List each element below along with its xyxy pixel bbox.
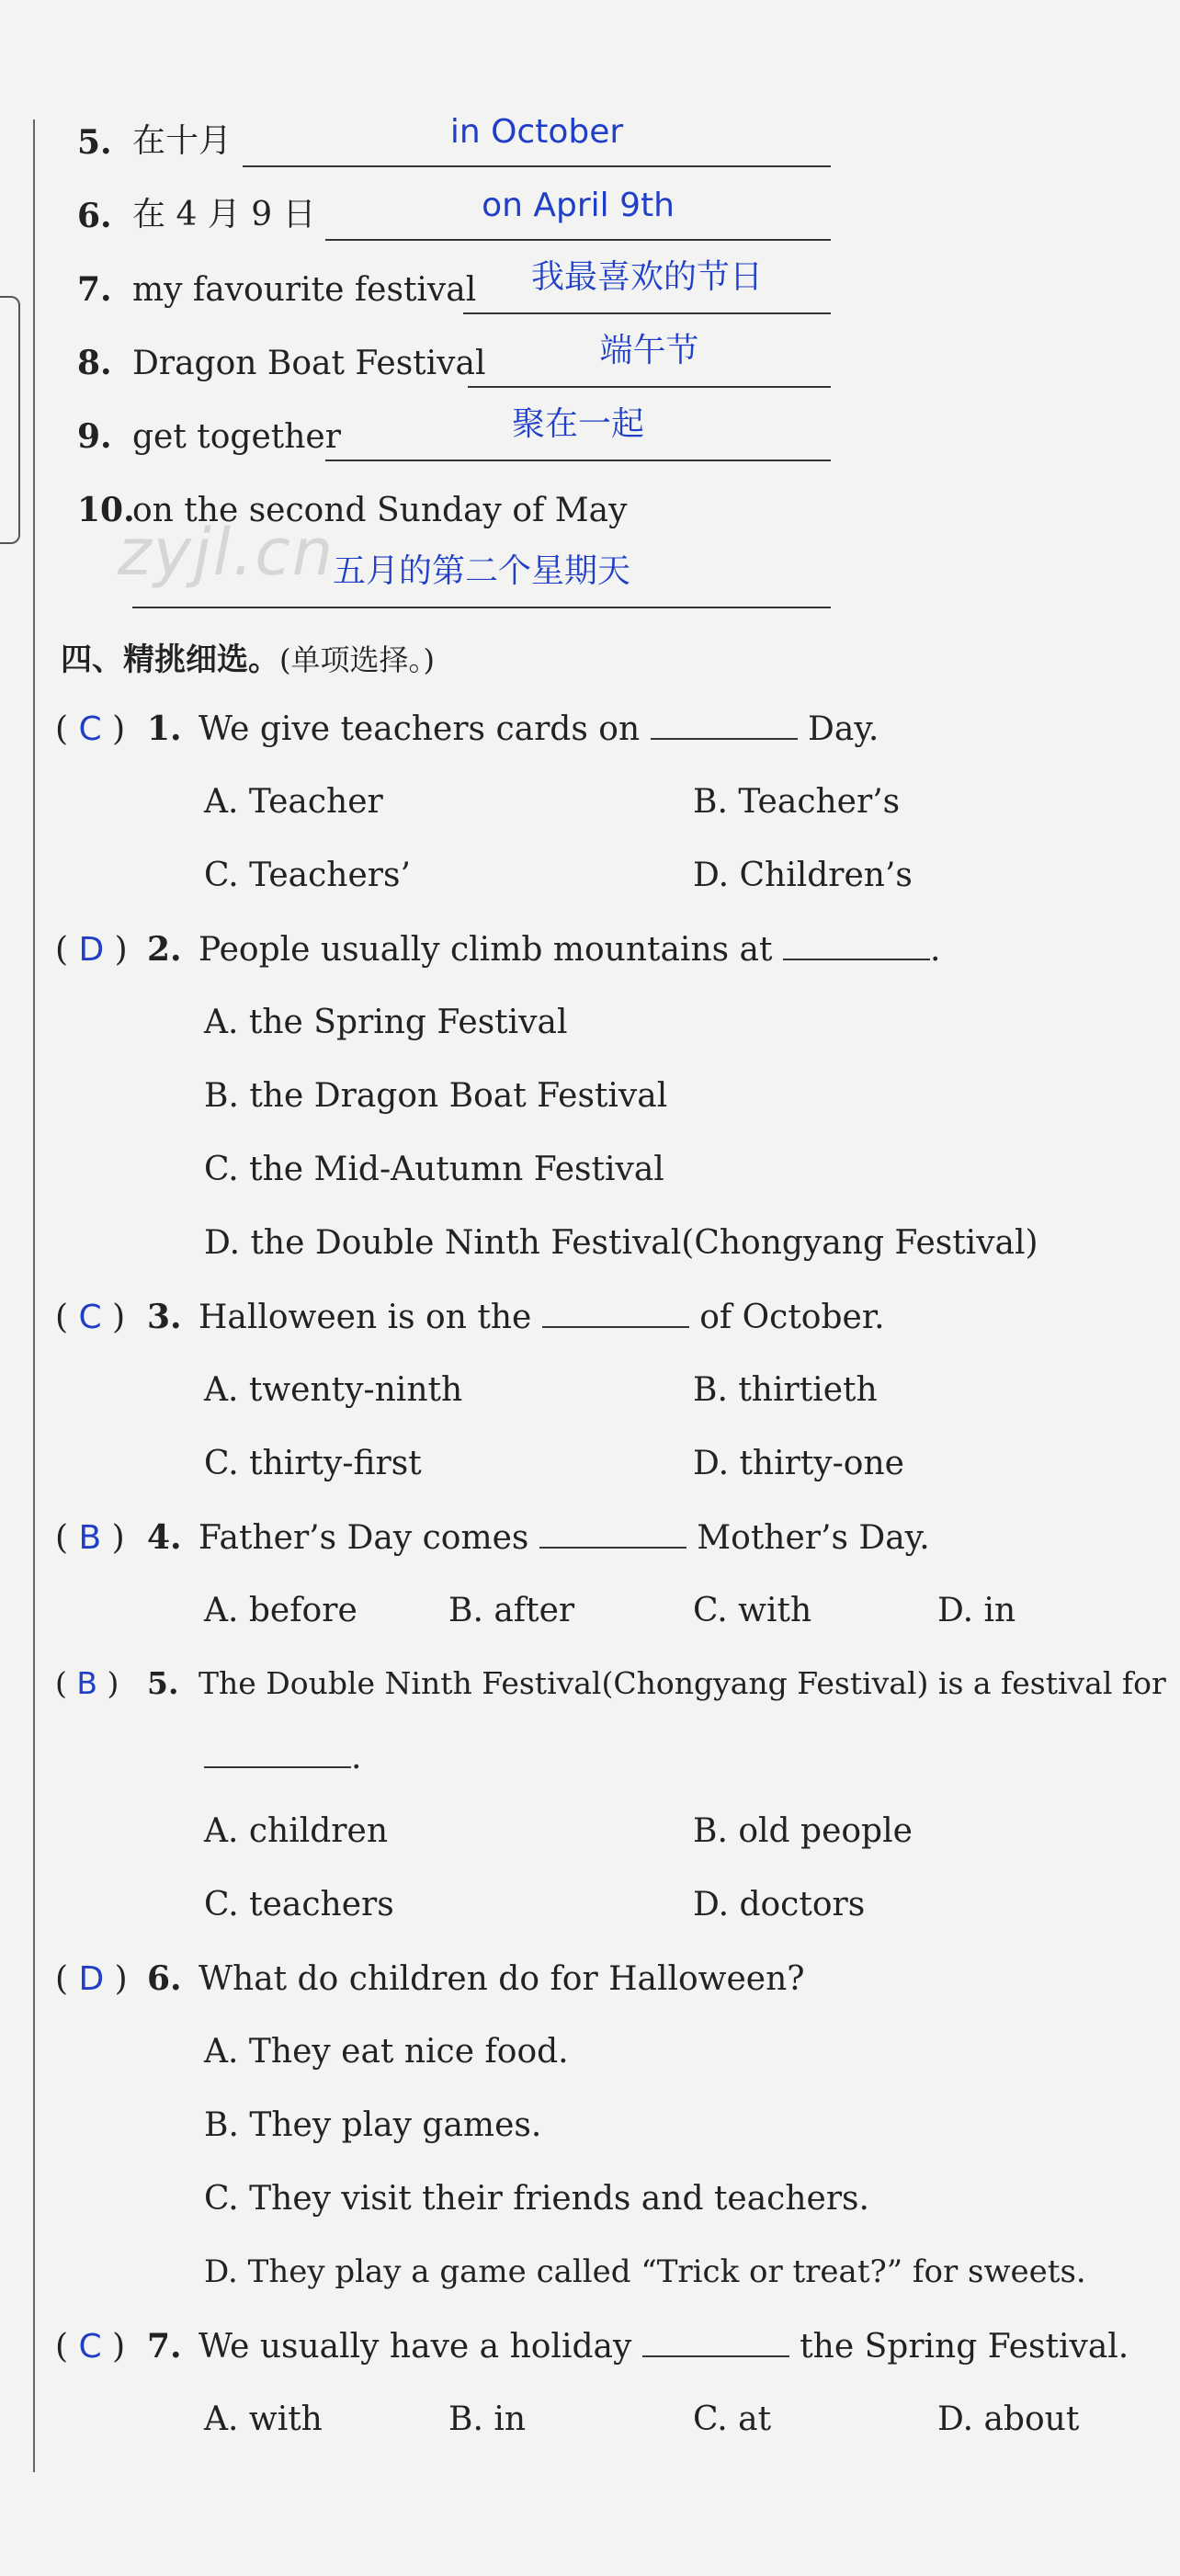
question-text: We usually have a holiday [199,2328,632,2366]
vocab-item [59,101,831,175]
vocab-text: 在 4 月 9 日 [132,196,316,233]
vocab-answer: 端午节 [599,332,699,369]
question-text-end: . [351,1739,362,1776]
option: C. with [693,1592,812,1629]
question-number: 3. [147,1298,182,1336]
question-text: Halloween is on the [199,1299,532,1336]
vocab-item [59,248,831,322]
option: B. They play games. [204,2106,542,2144]
answer-paren: ( B ) [55,1665,119,1701]
vocab-number: 9. [77,417,112,456]
vocab-text: Dragon Boat Festival [132,345,486,382]
option: A. the Spring Festival [204,1004,568,1041]
option: A. twenty-ninth [204,1371,463,1409]
question [55,1298,885,1336]
question [55,930,940,969]
answer-line [325,460,831,461]
question-answer: C [78,710,102,748]
vocab-answer: 五月的第二个星期天 [332,552,630,590]
question [55,709,879,748]
option: B. the Dragon Boat Festival [204,1077,668,1115]
vocab-answer: 聚在一起 [511,405,644,443]
answer-line [325,239,831,241]
watermark: zyjl.cn [118,515,335,590]
vocab-answer: on April 9th [482,187,675,224]
option: D. Children’s [693,857,913,894]
option: D. in [937,1592,1016,1629]
option: A. with [204,2400,323,2438]
question-text-end: Mother’s Day. [697,1519,930,1557]
question-answer: C [78,2328,102,2366]
question-number: 5. [147,1665,179,1701]
question-answer: B [76,1665,98,1701]
vocab-number: 5. [77,123,112,162]
question-number: 1. [147,709,182,748]
section-heading [61,634,435,679]
vocab-answer: 我最喜欢的节日 [530,258,763,296]
question-number: 4. [147,1518,182,1557]
option: C. They visit their friends and teachers. [204,2180,869,2218]
option: B. Teacher’s [693,783,901,821]
question-text-end: of October. [699,1299,885,1336]
answer-paren: ( D ) [55,1960,128,1998]
option: A. before [204,1592,357,1629]
question-text-end: the Spring Festival. [800,2328,1129,2366]
answer-line [243,165,831,167]
option: C. at [693,2400,772,2438]
option: A. They eat nice food. [204,2033,569,2071]
vocab-item [59,175,831,248]
vocab-number: 8. [77,344,112,382]
blank [783,931,930,960]
question-answer: D [78,931,105,969]
question [55,2327,1129,2366]
answer-paren: ( C ) [55,710,126,748]
question-text: The Double Ninth Festival(Chongyang Festival) is a festival for [199,1665,1166,1701]
section-subtitle: (单项选择。) [279,642,435,677]
question-number: 7. [147,2327,182,2366]
question [55,1665,1166,1701]
option: B. old people [693,1812,913,1850]
option: D. about [937,2400,1080,2438]
option: D. thirty-one [693,1445,904,1482]
question-answer: B [78,1519,102,1557]
option: C. Teachers’ [204,857,411,894]
vocab-text: my favourite festival [132,271,477,309]
option: D. They play a game called “Trick or treat?” for sweets. [204,2253,1086,2290]
option: C. thirty-first [204,1445,422,1482]
blank [204,1739,351,1768]
vocab-item [59,469,831,542]
question-answer: D [78,1960,105,1998]
vocab-item-answer-row [59,542,831,616]
blank [642,2328,789,2357]
vocab-text: 在十月 [132,122,233,160]
vocab-item [59,322,831,395]
blank [539,1519,686,1549]
margin-line [33,119,35,2472]
question-text-end: Day. [808,710,879,748]
vocab-number: 6. [77,197,112,235]
question-text: Father’s Day comes [199,1519,529,1557]
vocab-text: on the second Sunday of May [132,492,628,529]
blank [542,1299,689,1328]
option: A. children [204,1812,389,1850]
question [55,1518,930,1557]
answer-line [468,386,831,388]
answer-line [463,312,831,314]
question-continuation [204,1739,361,1776]
question-number: 6. [147,1959,182,1998]
vocab-number: 7. [77,270,112,309]
answer-paren: ( B ) [55,1519,125,1557]
option: B. after [448,1592,575,1629]
vocab-answer: in October [449,113,624,151]
answer-paren: ( C ) [55,2328,126,2366]
answer-line [132,607,831,608]
answer-paren: ( C ) [55,1299,126,1336]
question-text-end: . [929,931,941,969]
blank [651,710,798,740]
option: B. thirtieth [693,1371,878,1409]
option: C. the Mid-Autumn Festival [204,1151,664,1188]
section-title: 四、精挑细选。 [61,641,279,678]
answer-paren: ( D ) [55,931,128,969]
vocab-item [59,395,831,469]
question-number: 2. [147,930,182,969]
vocab-text: get together [132,418,341,456]
option: D. the Double Ninth Festival(Chongyang Festival) [204,1224,1038,1262]
question-text: We give teachers cards on [199,710,641,748]
option: B. in [448,2400,527,2438]
option: C. teachers [204,1886,394,1923]
question-text: What do children do for Halloween? [199,1960,805,1998]
question-answer: C [78,1299,102,1336]
vocab-number: 10. [77,491,135,529]
binding-bracket [0,296,20,544]
option: A. Teacher [204,783,383,821]
option: D. doctors [693,1886,866,1923]
question-text: People usually climb mountains at [199,931,773,969]
question [55,1959,805,1998]
